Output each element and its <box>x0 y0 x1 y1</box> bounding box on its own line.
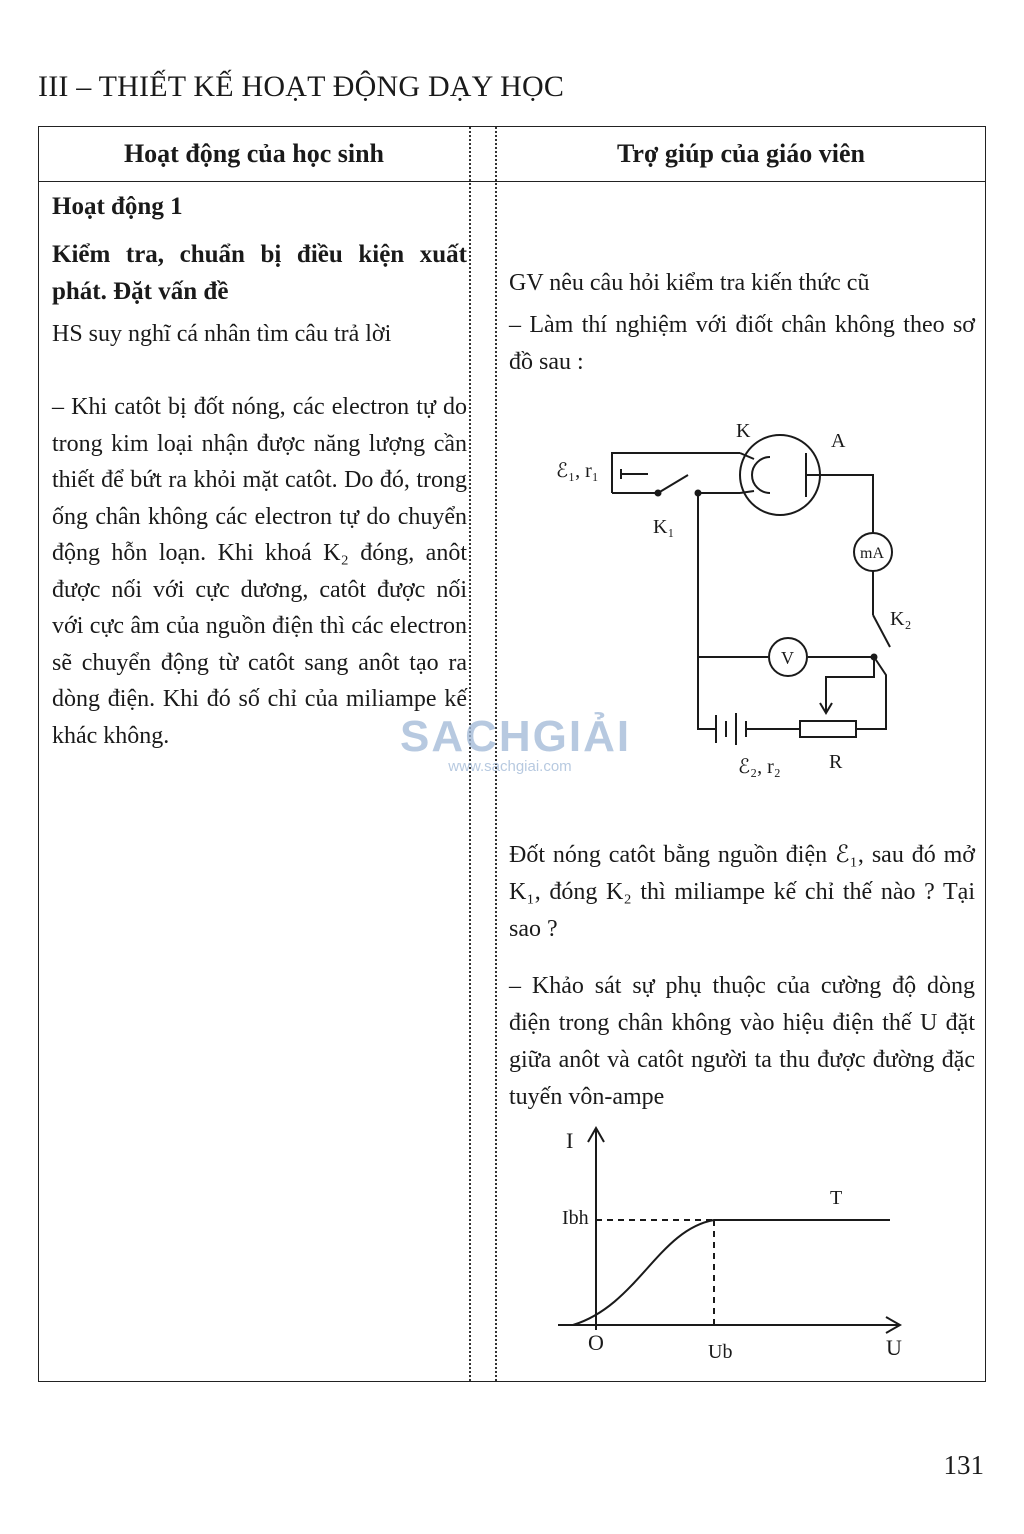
switch2-label: K₂ <box>890 608 912 630</box>
activity-subtitle: Kiểm tra, chuẩn bị điều kiện xuất phát. Đặt vấn đề <box>52 241 467 305</box>
wire-source1-top <box>612 453 740 463</box>
x-axis-label: U <box>886 1335 902 1360</box>
rheostat-body <box>800 721 856 737</box>
source1-label: ℰ₁, r₁ <box>556 460 599 482</box>
header-student-activity: Hoạt động của học sinh <box>123 139 385 168</box>
rheostat-label: R <box>829 751 843 773</box>
header-teacher-support: Trợ giúp của giáo viên <box>617 139 865 168</box>
student-answer: – Khi catôt bị đốt nóng, các electron tự do trong kim loại nhận được năng lượng cần thiết để bứt ra khỏi mặt catôt. Do đó, trong ống chân không các electron tự do chuyển động hỗn loạn. Khi khoá K₂ đóng, anôt được nối với cực dương, catôt được nối với cực âm của nguồn điện thì các electron sẽ chuyển động từ catôt sang anôt tạo ra dòng điện. Khi đó số chỉ của miliampe kế khác không. <box>52 394 467 749</box>
section-title: III – THIẾT KẾ HOẠT ĐỘNG DẠY HỌC <box>38 70 565 103</box>
anode-label: A <box>831 430 846 452</box>
watermark-url: www.sachgiai.com <box>448 758 572 775</box>
saturation-voltage-label: Ub <box>708 1341 733 1363</box>
curve-label: T <box>830 1187 843 1209</box>
teacher-heat-question: Đốt nóng catôt bằng nguồn điện ℰ₁, sau đó mở K₁, đóng K₂ thì miliampe kế chỉ thế nào ? Tại sao ? <box>509 842 975 942</box>
activity-title: Hoạt động 1 <box>52 193 183 220</box>
switch1-blade <box>658 475 688 493</box>
wire-anode <box>806 475 873 533</box>
volt-ampere-characteristic-graph <box>548 1120 908 1370</box>
watermark-logo: SACHGIẢI <box>400 712 632 761</box>
watermark <box>400 712 632 775</box>
wire-rheostat-right <box>856 657 886 729</box>
voltmeter-label: V <box>781 648 794 668</box>
teacher-experiment: – Làm thí nghiệm với điốt chân không theo sơ đồ sau : <box>509 312 975 375</box>
origin-label: O <box>588 1330 604 1355</box>
switch1-label: K₁ <box>653 516 675 538</box>
wire-slider <box>826 657 874 711</box>
wire-left-rail <box>698 493 716 729</box>
ammeter-label: mA <box>860 545 884 562</box>
cathode-filament <box>752 457 770 493</box>
student-think: HS suy nghĩ cá nhân tìm câu trả lời <box>52 321 392 347</box>
characteristic-curve <box>573 1220 890 1325</box>
y-axis-label: I <box>566 1128 574 1153</box>
header-divider <box>39 181 985 182</box>
source2-label: ℰ₂, r₂ <box>738 756 781 778</box>
switch2-blade <box>873 615 890 647</box>
cathode-label: K <box>736 420 751 442</box>
page-number: 131 <box>943 1450 984 1480</box>
teacher-question: GV nêu câu hỏi kiểm tra kiến thức cũ <box>509 270 870 296</box>
teacher-survey: – Khảo sát sự phụ thuộc của cường độ dòng điện trong chân không vào hiệu điện thế U đặt giữa anôt và catôt người ta thu được đường đặc tuyến vôn-ampe <box>509 973 975 1110</box>
saturation-current-label: Ibh <box>562 1207 589 1229</box>
